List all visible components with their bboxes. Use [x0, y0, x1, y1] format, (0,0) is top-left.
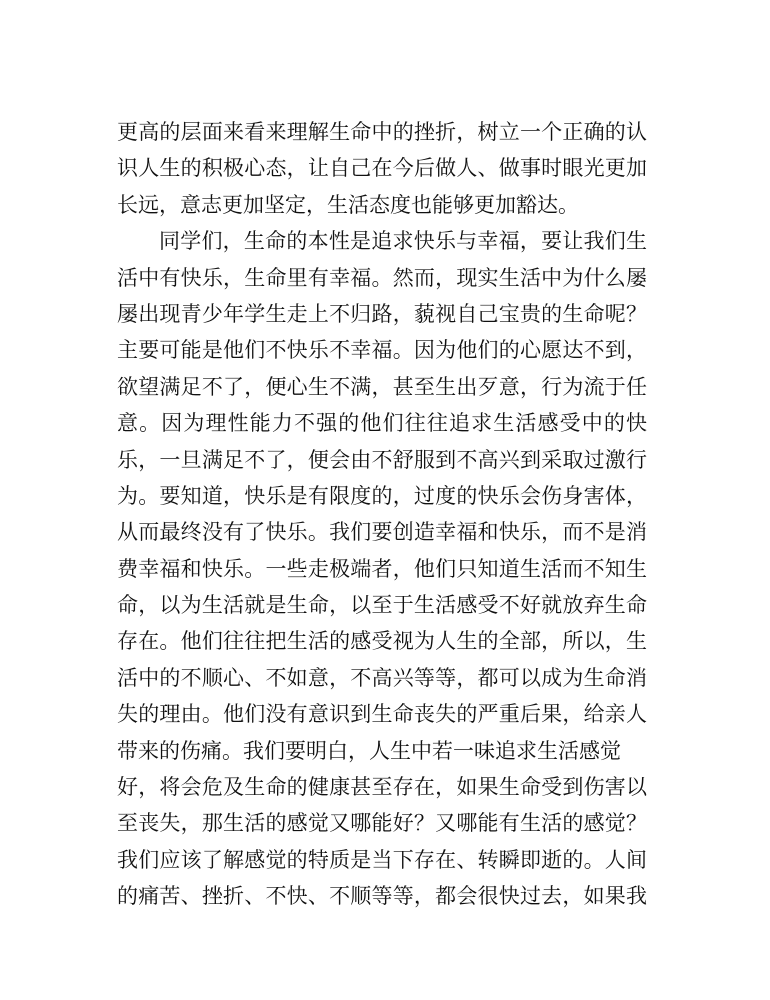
text-line: 欲望满足不了，便心生不满，甚至生出歹意，行为流于任: [117, 374, 647, 399]
text-line: 更高的层面来看来理解生命中的挫折，树立一个正确的认: [117, 120, 647, 144]
text-line: 同学们，生命的本性是追求快乐与幸福，要让我们生: [159, 229, 647, 254]
text-line: 主要可能是他们不快乐不幸福。因为他们的心愿达不到，: [117, 338, 647, 363]
text-line: 识人生的积极心态，让自己在今后做人、做事时眼光更加: [117, 156, 647, 181]
text-line: 失的理由。他们没有意识到生命丧失的严重后果，给亲人: [117, 702, 647, 727]
text-line: 存在。他们往往把生活的感受视为人生的全部，所以，生: [117, 629, 647, 654]
text-line: 至丧失，那生活的感觉又哪能好？又哪能有生活的感觉？: [117, 811, 647, 836]
text-line: 我们应该了解感觉的特质是当下存在、转瞬即逝的。人间: [117, 847, 647, 872]
text-line: 乐，一旦满足不了，便会由不舒服到不高兴到采取过激行: [117, 447, 647, 472]
text-line: 的痛苦、挫折、不快、不顺等等，都会很快过去，如果我: [117, 884, 647, 909]
text-line: 费幸福和快乐。一些走极端者，他们只知道生活而不知生: [117, 556, 647, 581]
text-line: 好，将会危及生命的健康甚至存在，如果生命受到伤害以: [117, 775, 647, 800]
text-line: 长远，意志更加坚定，生活态度也能够更加豁达。: [117, 192, 579, 217]
text-line: 活中的不顺心、不如意，不高兴等等，都可以成为生命消: [117, 665, 647, 690]
text-line: 活中有快乐，生命里有幸福。然而，现实生活中为什么屡: [117, 265, 647, 290]
text-line: 命，以为生活就是生命，以至于生活感受不好就放弃生命: [117, 593, 647, 618]
body-text: [117, 114, 647, 915]
text-line: 为。要知道，快乐是有限度的，过度的快乐会伤身害体，: [117, 483, 647, 508]
text-line: 从而最终没有了快乐。我们要创造幸福和快乐，而不是消: [117, 520, 647, 545]
text-line: 屡出现青少年学生走上不归路，藐视自己宝贵的生命呢？: [117, 301, 647, 326]
text-line: 意。因为理性能力不强的他们往往追求生活感受中的快: [117, 411, 647, 436]
text-line: 带来的伤痛。我们要明白，人生中若一味追求生活感觉: [117, 738, 621, 763]
